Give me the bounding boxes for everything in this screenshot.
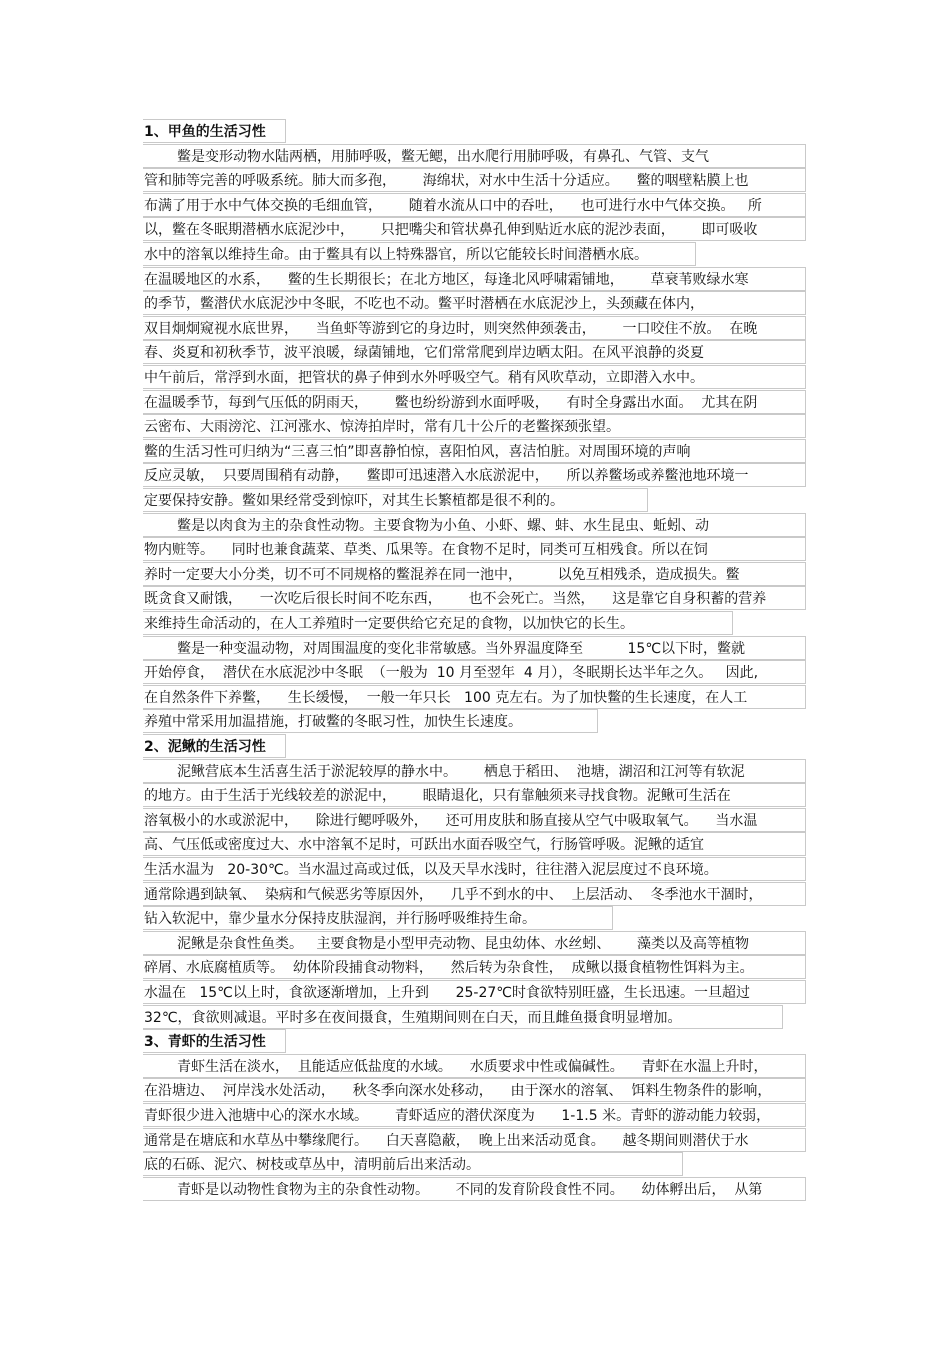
text-line: 泥鳅是杂食性鱼类。 主要食物是小型甲壳动物、昆虫幼体、水丝蚓、 藻类以及高等植物 [143, 931, 806, 955]
text-line: 生活水温为 20-30℃。当水温过高或过低，以及天旱水浅时，往往潜入泥层度过不良环境。 [143, 857, 806, 881]
text-line: 养时一定要大小分类，切不可不同规格的鳖混养在同一池中， 以免互相残杀，造成损失。鳖 [143, 562, 806, 586]
text-line: 水中的溶氧以维持生命。由于鳖具有以上特殊器官，所以它能较长时间潜栖水底。 [143, 242, 696, 266]
text-line: 鳖是变形动物水陆两栖，用肺呼吸，鳖无鳃，出水爬行用肺呼吸，有鼻孔、气管、支气 [143, 144, 806, 168]
text-line: 春、炎夏和初秋季节，波平浪暖，绿菌铺地，它们常常爬到岸边晒太阳。在风平浪静的炎夏 [143, 340, 806, 364]
text-line: 双目炯炯窥视水底世界， 当鱼虾等游到它的身边时，则突然伸颈袭击， 一口咬住不放。 在晚 [143, 316, 806, 340]
text-line: 碎屑、水底腐植质等。 幼体阶段捕食动物料， 然后转为杂食性， 成鳅以摄食植物性饵料为主。 [143, 955, 806, 979]
text-line: 物内赃等。 同时也兼食蔬菜、草类、瓜果等。在食物不足时，同类可互相残食。所以在饲 [143, 537, 806, 561]
text-line: 在沿塘边、 河岸浅水处活动， 秋冬季向深水处移动， 由于深水的溶氧、 饵料生物条件的影响， [143, 1078, 806, 1102]
text-line: 在温暖季节，每到气压低的阴雨天， 鳖也纷纷游到水面呼吸， 有时全身露出水面。 尤其在阴 [143, 390, 806, 414]
text-line: 以，鳖在冬眠期潜栖水底泥沙中， 只把嘴尖和管状鼻孔伸到贴近水底的泥沙表面， 即可吸收 [143, 217, 806, 241]
text-line: 在温暖地区的水系， 鳖的生长期很长；在北方地区，每逢北风呼啸霜铺地， 草衰苇败绿水寒 [143, 267, 806, 291]
text-line: 通常除遇到缺氧、 染病和气候恶劣等原因外， 几乎不到水的中、 上层活动、 冬季池水干涸时， [143, 882, 806, 906]
text-line: 中午前后，常浮到水面，把管状的鼻子伸到水外呼吸空气。稍有风吹草动，立即潜入水中。 [143, 365, 806, 389]
text-line: 青虾生活在淡水， 且能适应低盐度的水域。 水质要求中性或偏碱性。 青虾在水温上升时， [143, 1054, 806, 1078]
text-line: 32℃，食欲则减退。平时多在夜间摄食，生殖期间则在白天，而且雌鱼摄食明显增加。 [143, 1005, 783, 1029]
text-line: 青虾是以动物性食物为主的杂食性动物。 不同的发育阶段食性不同。 幼体孵出后， 从第 [143, 1177, 806, 1201]
text-line: 钻入软泥中，靠少量水分保持皮肤湿润，并行肠呼吸维持生命。 [143, 906, 613, 930]
text-line: 云密布、大雨滂沱、江河涨水、惊涛拍岸时，常有几十公斤的老鳖探颈张望。 [143, 414, 806, 438]
text-line: 来维持生命活动的，在人工养殖时一定要供给它充足的食物，以加快它的长生。 [143, 611, 733, 635]
text-line: 鳖的生活习性可归纳为“三喜三怕”即喜静怕惊，喜阳怕风，喜洁怕脏。对周围环境的声响 [143, 439, 806, 463]
text-line: 的地方。由于生活于光线较差的淤泥中， 眼睛退化，只有靠触须来寻找食物。泥鳅可生活在 [143, 783, 806, 807]
text-line: 鳖是以肉食为主的杂食性动物。主要食物为小鱼、小虾、螺、蚌、水生昆虫、蚯蚓、动 [143, 513, 806, 537]
section-heading: 2、泥鳅的生活习性 [143, 734, 286, 758]
text-line: 反应灵敏， 只要周围稍有动静， 鳖即可迅速潜入水底淤泥中， 所以养鳖场或养鳖池地环境一 [143, 463, 806, 487]
text-line: 养殖中常采用加温措施，打破鳖的冬眠习性，加快生长速度。 [143, 709, 598, 733]
text-line: 水温在 15℃以上时，食欲逐渐增加，上升到 25-27℃时食欲特别旺盛，生长迅速。一旦超过 [143, 980, 806, 1004]
text-line: 溶氧极小的水或淤泥中， 除进行鳃呼吸外， 还可用皮肤和肠直接从空气中吸取氧气。 当水温 [143, 808, 806, 832]
text-line: 既贪食又耐饿， 一次吃后很长时间不吃东西， 也不会死亡。当然， 这是靠它自身积蓄的营养 [143, 586, 806, 610]
text-line: 青虾很少进入池塘中心的深水水域。 青虾适应的潜伏深度为 1-1.5 米。青虾的游动能力较弱， [143, 1103, 806, 1127]
text-line: 定要保持安静。鳖如果经常受到惊吓，对其生长繁植都是很不利的。 [143, 488, 648, 512]
text-line: 的季节，鳖潜伏水底泥沙中冬眠，不吃也不动。鳖平时潜栖在水底泥沙上，头颈藏在体内， [143, 291, 806, 315]
text-line: 布满了用于水中气体交换的毛细血管， 随着水流从口中的吞吐， 也可进行水中气体交换。 所 [143, 193, 806, 217]
text-line: 鳖是一种变温动物，对周围温度的变化非常敏感。当外界温度降至 15℃以下时，鳖就 [143, 636, 806, 660]
text-line: 管和肺等完善的呼吸系统。肺大而多孢， 海绵状，对水中生活十分适应。 鳖的咽壁粘膜上也 [143, 168, 806, 192]
text-line: 开始停食， 潜伏在水底泥沙中冬眠 （一般为 10 月至翌年 4 月），冬眠期长达半年之久。 因此, [143, 660, 806, 684]
text-line: 在自然条件下养鳖， 生长缓慢， 一般一年只长 100 克左右。为了加快鳖的生长速度，在人工 [143, 685, 806, 709]
text-line: 底的石砾、泥穴、树枝或草丛中，清明前后出来活动。 [143, 1152, 683, 1176]
text-line: 高、气压低或密度过大、水中溶氧不足时，可跃出水面吞吸空气，行肠管呼吸。泥鳅的适宜 [143, 832, 806, 856]
section-heading: 3、青虾的生活习性 [143, 1029, 286, 1053]
section-heading: 1、甲鱼的生活习性 [143, 119, 286, 143]
text-line: 泥鳅营底本生活喜生活于淤泥较厚的静水中。 栖息于稻田、 池塘，湖沼和江河等有软泥 [143, 759, 806, 783]
text-line: 通常是在塘底和水草丛中攀缘爬行。 白天喜隐蔽， 晚上出来活动觅食。 越冬期间则潜伏于水 [143, 1128, 806, 1152]
